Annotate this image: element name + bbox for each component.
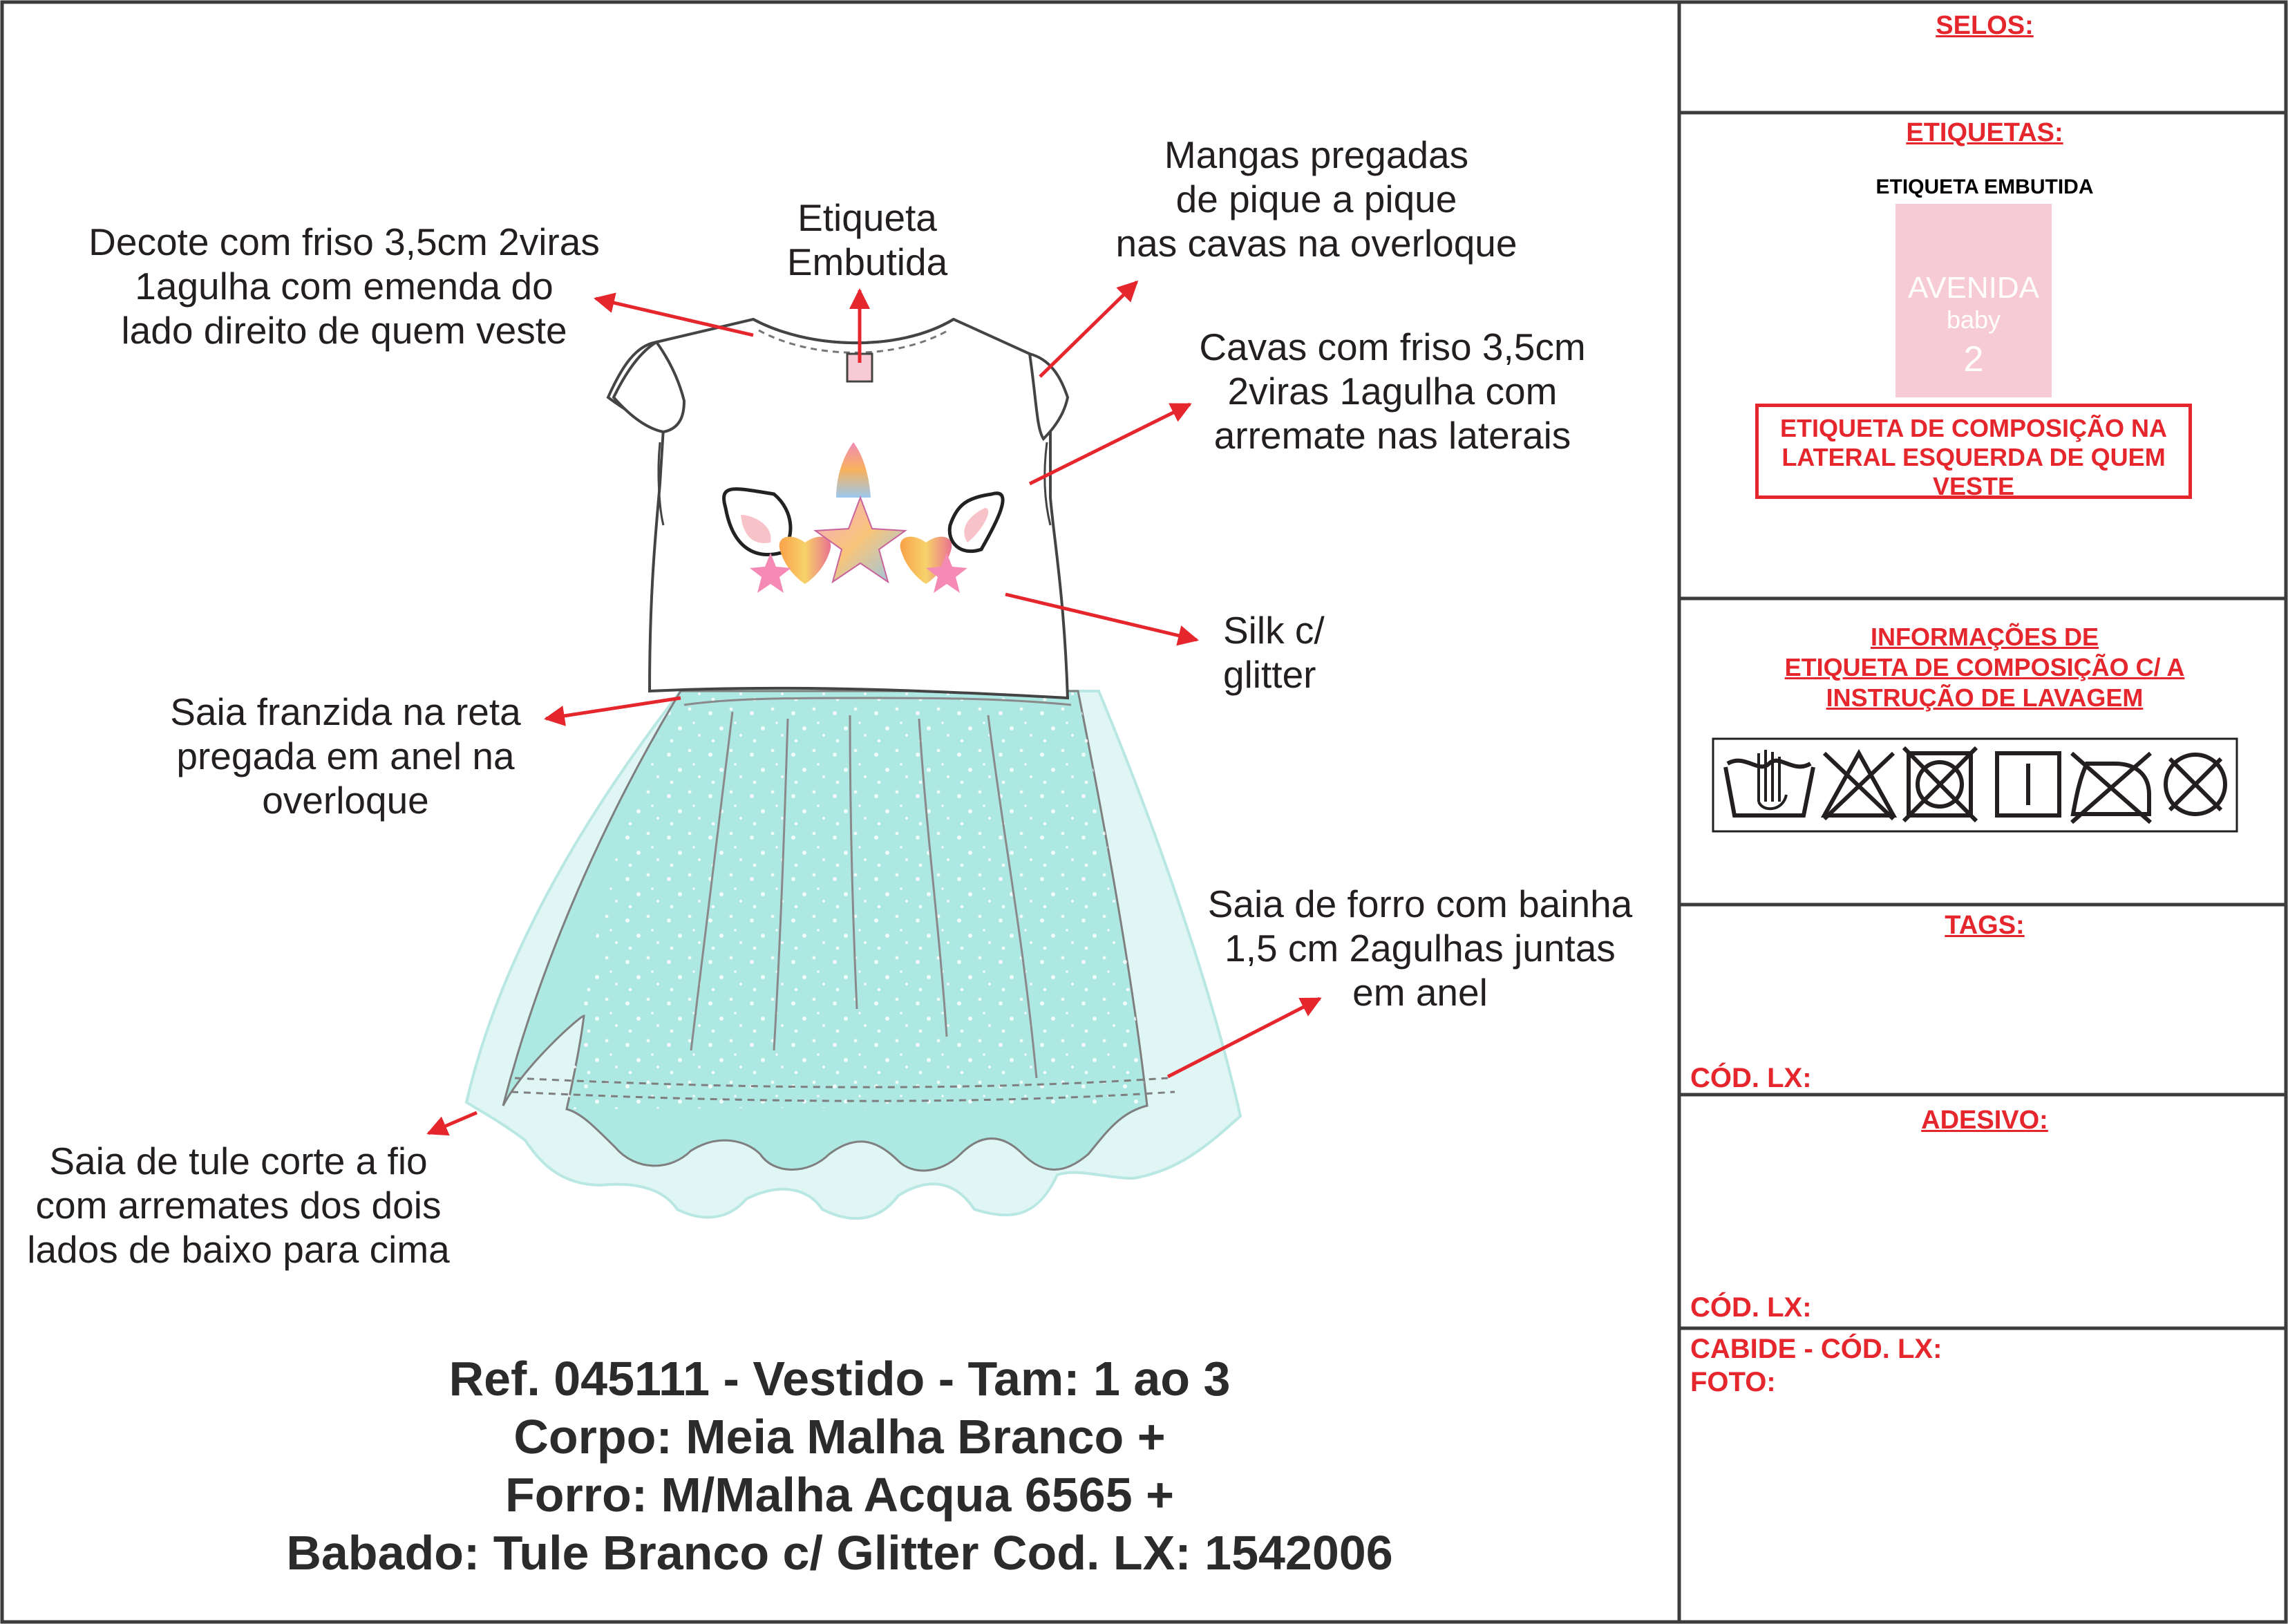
info-line: INSTRUÇÃO DE LAVAGEM [1826,683,2144,712]
composition-line: VESTE [1932,472,2015,500]
reference-line: Corpo: Meia Malha Branco + [513,1410,1166,1464]
composition-label-box [1755,404,2192,499]
embedded-label-caption: ETIQUETA EMBUTIDA [1875,176,2094,198]
reference-line: Ref. 045111 - Vestido - Tam: 1 ao 3 [448,1352,1231,1406]
annotation-line: arremate nas laterais [1213,414,1571,457]
dress-illustration [466,319,1240,1218]
wash-info-title [1681,622,2288,713]
composition-line: LATERAL ESQUERDA DE QUEM [1781,443,2166,471]
annotation-line: Etiqueta [797,196,937,239]
brand-size: 2 [1963,339,1984,379]
adesivo-title: ADESIVO: [1921,1106,2048,1135]
annotation-line: com arremates dos dois [35,1184,442,1227]
cabide-cod: CABIDE - CÓD. LX: [1690,1334,1942,1364]
annotation-decote [61,220,627,352]
annotation-etiqueta [753,196,981,284]
brand-name: AVENIDA [1908,271,2039,305]
product-reference [0,1350,1679,1582]
selos-title: SELOS: [1936,11,2034,40]
foto-label: FOTO: [1690,1367,1776,1397]
tags-title: TAGS: [1945,911,2025,940]
adesivo-cod: CÓD. LX: [1690,1292,1812,1323]
etiquetas-title: ETIQUETAS: [1906,118,2063,147]
annotation-line: de pique a pique [1175,178,1457,220]
annotation-line: em anel [1352,971,1488,1014]
annotation-line: Silk c/ [1223,609,1325,652]
brand-sub: baby [1946,305,2001,334]
annotation-mangas [1078,133,1555,265]
info-line: ETIQUETA DE COMPOSIÇÃO C/ A [1784,653,2185,681]
annotation-line: nas cavas na overloque [1115,222,1518,265]
annotation-line: overloque [262,779,429,822]
annotation-line: pregada em anel na [176,735,515,777]
tags-cod: CÓD. LX: [1690,1063,1812,1093]
annotation-line: Saia de forro com bainha [1207,882,1633,925]
composition-line: ETIQUETA DE COMPOSIÇÃO NA [1779,414,2168,442]
annotation-line: Mangas pregadas [1164,133,1469,176]
annotation-line: Saia de tule corte a fio [49,1140,428,1182]
info-line: INFORMAÇÕES DE [1870,623,2099,651]
annotation-line: 1,5 cm 2agulhas juntas [1225,927,1616,970]
annotation-saia-franzida [138,690,553,822]
reference-line: Babado: Tule Branco c/ Glitter Cod. LX: 1542006 [286,1526,1393,1580]
annotation-line: Embutida [786,240,948,283]
annotation-cavas [1168,325,1617,457]
reference-line: Forro: M/Malha Acqua 6565 + [505,1468,1174,1522]
annotation-line: Cavas com friso 3,5cm [1199,325,1586,368]
annotation-saia-tule [0,1139,477,1272]
annotation-line: Saia franzida na reta [170,690,521,733]
annotation-line: lados de baixo para cima [27,1228,450,1271]
brand-label [1895,204,2052,397]
annotation-silk [1223,608,1361,697]
care-symbols-panel [1713,739,2237,831]
annotation-line: lado direito de quem veste [121,309,567,352]
annotation-line: Decote com friso 3,5cm 2viras [88,220,600,263]
annotation-saia-forro [1168,882,1672,1014]
annotation-line: 2viras 1agulha com [1227,370,1558,413]
annotation-line: 1agulha com emenda do [135,265,554,308]
annotation-line: glitter [1223,653,1316,696]
